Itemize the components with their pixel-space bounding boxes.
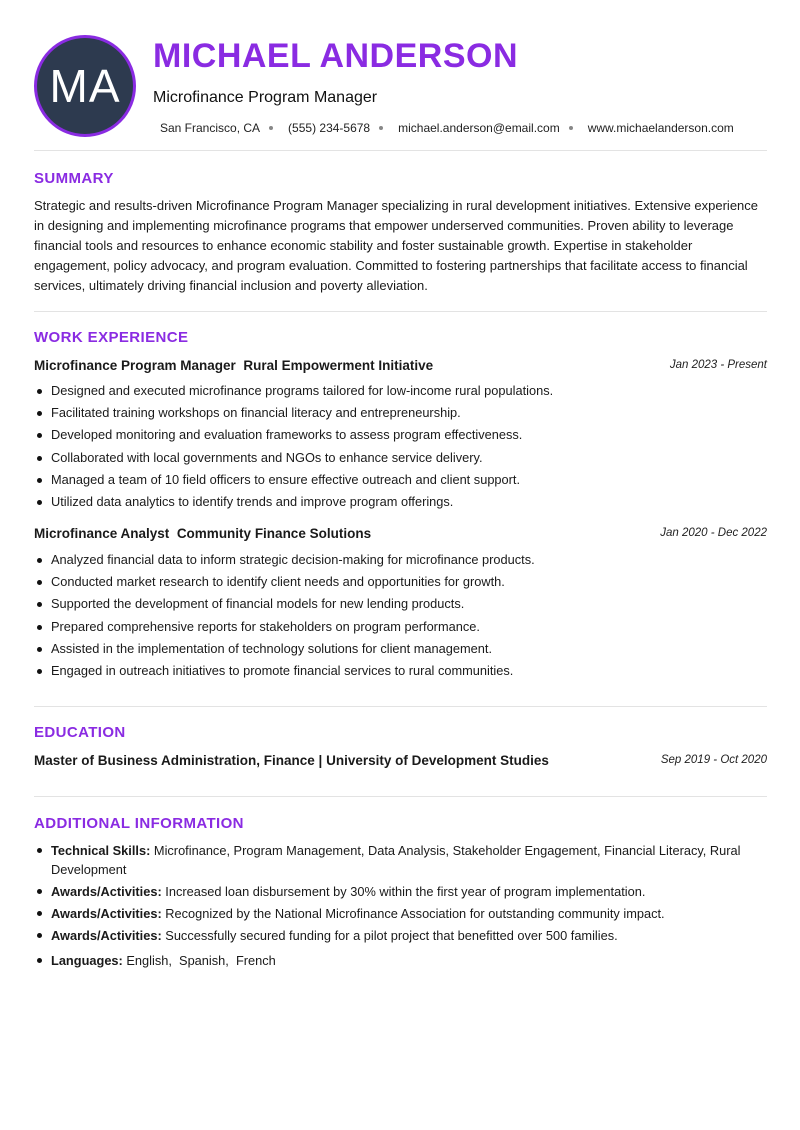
list-item: Managed a team of 10 field officers to ensure effective outreach and client support.: [34, 469, 767, 491]
item-label: Awards/Activities:: [51, 884, 162, 899]
item-text: English, Spanish, French: [126, 953, 276, 968]
education-heading: EDUCATION: [34, 724, 126, 741]
job-dates: Jan 2020 - Dec 2022: [660, 527, 767, 539]
list-item: [34, 882, 767, 901]
contact-bar: [160, 121, 734, 135]
additional-heading: ADDITIONAL INFORMATION: [34, 815, 244, 832]
job-header: [34, 526, 767, 541]
list-item: Facilitated training workshops on financial literacy and entrepreneurship.: [34, 402, 767, 424]
contact-phone: (555) 234-5678: [288, 121, 371, 135]
education-entry: [34, 753, 767, 768]
list-item: Collaborated with local governments and NGOs to enhance service delivery.: [34, 447, 767, 469]
list-item: Utilized data analytics to identify trends and improve program offerings.: [34, 491, 767, 513]
item-text: Increased loan disbursement by 30% within the first year of program implementation.: [165, 884, 646, 899]
list-item: Developed monitoring and evaluation frameworks to assess program effectiveness.: [34, 424, 767, 446]
item-label: Technical Skills:: [51, 843, 151, 858]
candidate-title: Microfinance Program Manager: [153, 89, 378, 106]
additional-list: [34, 841, 767, 973]
list-item: [34, 841, 767, 879]
item-text: Recognized by the National Microfinance Association for outstanding community impact.: [165, 906, 665, 921]
item-label: Awards/Activities:: [51, 906, 162, 921]
item-label: Awards/Activities:: [51, 928, 162, 943]
avatar-initials: MA: [49, 60, 121, 112]
separator-dot-icon: [569, 126, 573, 130]
job-dates: Jan 2023 - Present: [669, 359, 767, 371]
list-item: [34, 951, 767, 970]
divider: [34, 311, 767, 312]
job-header: [34, 358, 767, 373]
list-item: Prepared comprehensive reports for stakeholders on program performance.: [34, 616, 767, 638]
contact-website[interactable]: www.michaelanderson.com: [587, 121, 734, 135]
summary-text: Strategic and results-driven Microfinance Program Manager specializing in rural development initiatives. Extensive experience in designing and implementing microfinance programs that empower underserved communities. Proven ability to leverage financial tools and resources to enhance economic stability and foster sustainable growth. Expertise in stakeholder engagement, policy advocacy, and program evaluation. Committed to fostering partnerships that facilitate access to financial services, ultimately driving financial inclusion and poverty alleviation.: [34, 198, 759, 293]
candidate-name: MICHAEL ANDERSON: [153, 37, 519, 75]
job-role: Microfinance Program Manager: [34, 358, 236, 373]
education-dates: Sep 2019 - Oct 2020: [660, 754, 767, 766]
separator-dot-icon: [269, 126, 273, 130]
list-item: Analyzed financial data to inform strategic decision-making for microfinance products.: [34, 549, 767, 571]
divider: [34, 150, 767, 151]
list-item: Supported the development of financial models for new lending products.: [34, 593, 767, 615]
contact-location: San Francisco, CA: [160, 121, 261, 135]
divider: [34, 796, 767, 797]
job-role: Microfinance Analyst: [34, 526, 170, 541]
contact-email[interactable]: michael.anderson@email.com: [398, 121, 560, 135]
list-item: Designed and executed microfinance programs tailored for low-income rural populations.: [34, 380, 767, 402]
job-company: Community Finance Solutions: [176, 526, 372, 541]
avatar: [34, 35, 136, 137]
list-item: Engaged in outreach initiatives to promote financial services to rural communities.: [34, 660, 767, 682]
list-item: [34, 926, 767, 945]
item-text: Successfully secured funding for a pilot project that benefitted over 500 families.: [165, 928, 618, 943]
education-degree: Master of Business Administration, Finance | University of Development Studies: [34, 753, 549, 768]
item-label: Languages:: [51, 953, 123, 968]
separator-dot-icon: [379, 126, 383, 130]
list-item: Assisted in the implementation of technology solutions for client management.: [34, 638, 767, 660]
job-bullets: [34, 549, 767, 682]
list-item: Conducted market research to identify client needs and opportunities for growth.: [34, 571, 767, 593]
item-text: Microfinance, Program Management, Data Analysis, Stakeholder Engagement, Financial Literacy, Rural Development: [51, 843, 741, 877]
job-company: Rural Empowerment Initiative: [243, 358, 434, 373]
divider: [34, 706, 767, 707]
list-item: [34, 904, 767, 923]
job-bullets: [34, 380, 767, 513]
summary-heading: SUMMARY: [34, 170, 114, 187]
experience-heading: WORK EXPERIENCE: [34, 329, 189, 346]
